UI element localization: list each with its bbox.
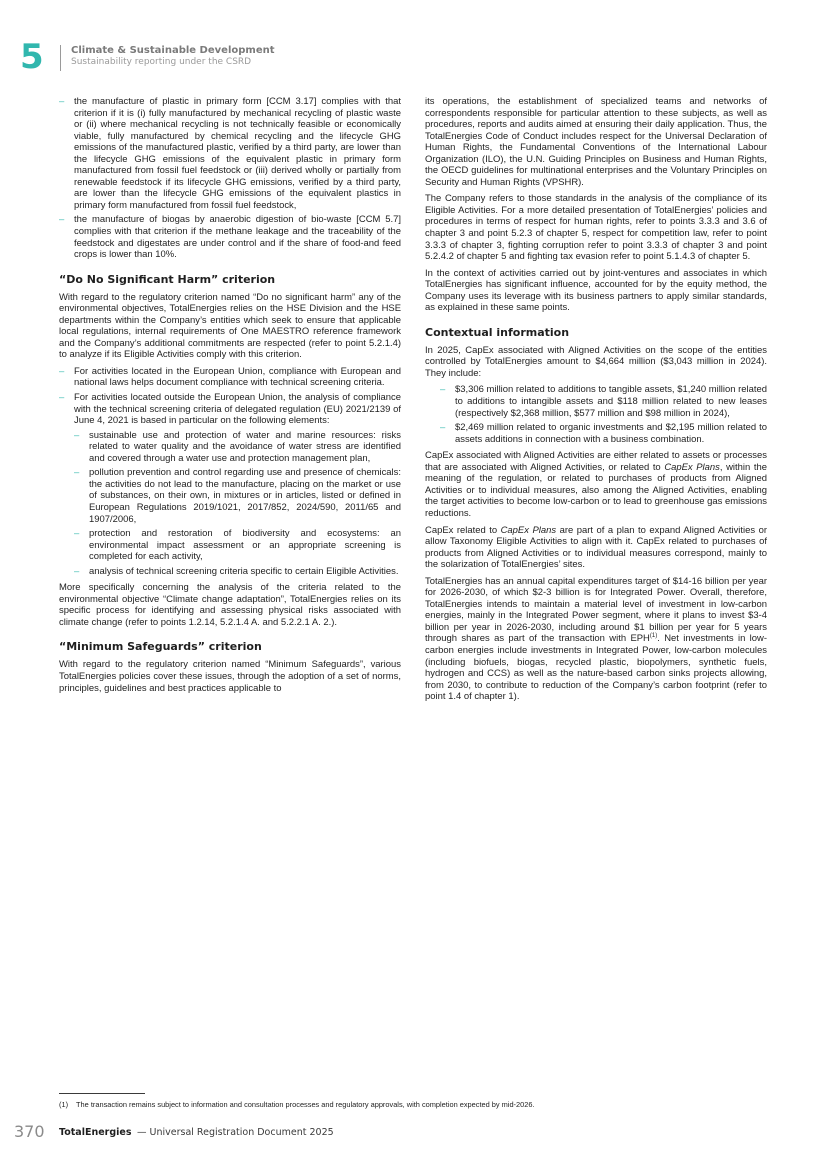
- sub-list-item: – protection and restoration of biodiversity and ecosystems: an environmental impact assessment or an appropriate screening is completed for each activity,: [74, 528, 401, 563]
- list-item: – $2,469 million related to organic investments and $2,195 million related to assets additions in connection with a business combination.: [440, 422, 767, 445]
- dnsh-sublist: [74, 430, 401, 578]
- contextual-information-heading: Contextual information: [425, 325, 570, 339]
- text-run: CapEx associated with Aligned Activities are either related to assets or processes that are associated with Aligned Activities, or related to: [425, 450, 767, 473]
- text-run: , within the meaning of the regulation, or related to purchases of products from Aligned Activities or to individual measures, also among the Aligned Activities, enabling the target activities to become low-carbon or to lead to greenhouse gas emissions reductions.: [425, 461, 767, 519]
- dnsh-closing-paragraph: More specifically concerning the analysis of the criteria related to the environmental objective “Climate change adaptation”, TotalEnergies relies on its specific process for identifying and assessing physical risks associated with climate change (refer to points 1.2.14, 5.2.1.4 A. and 5.2.2.1 A. 2.).: [59, 582, 401, 628]
- minimum-safeguards-continued: its operations, the establishment of specialized teams and networks of correspondents responsible for particular attention to these subjects, as well as procedures, reports and audits aimed at ensuring their daily application. Thus, the TotalEnergies Code of Conduct includes respect for the Universal Declaration of Human Rights, the Fundamental Conventions of the International Labour Organization (ILO), the U.N. Guiding Principles on Business and Human Rights, the OECD guidelines for multinational enterprises and the Voluntary Principles on Security and Human Rights (VPSHR).: [425, 96, 767, 188]
- capex-aligned-paragraph: [425, 450, 767, 519]
- dnsh-heading: “Do No Significant Harm” criterion: [59, 272, 276, 286]
- right-column: [425, 96, 767, 708]
- sub-list-item: – analysis of technical screening criteria specific to certain Eligible Activities.: [74, 566, 401, 578]
- list-item: – the manufacture of plastic in primary form [CCM 3.17] complies with that criterion if it is (i) fully manufactured by mechanical recycling of plastic waste or (ii) where mechanical recycling is not technically feasible or economically viable, fully manufactured by chemical recycling and the lifecycle GHG emissions of the manufactured plastic, verified by a third party, are lower than the lifecycle GHG emissions of the equivalent plastic in primary form manufactured from fossil fuel feedstock or (iii) derived wholly or partially from renewable feedstock if its lifecycle GHG emissions, verified by a third party, are lower than the lifecycle GHG emissions of the equivalent plastics in primary form manufactured from fossil fuel feedstock,: [59, 96, 401, 211]
- italic-term: CapEx Plans: [500, 524, 557, 536]
- footnote-text: The transaction remains subject to information and consultation processes and regulatory approvals, with completion expected by mid-2026.: [76, 1100, 535, 1109]
- footnote-reference[interactable]: (1): [649, 633, 658, 640]
- text-run: TotalEnergies has an annual capital expenditures target of $14-16 billion per year for 2026-2030, of which $2-3 billion is for Integrated Power. Overall, therefore, TotalEnergies intends to maintain a material level of investment in low-carbon energies, mainly in the Integrated Power segment, where it plans to invest $3-4 billion per year in 2026-2030, including around $1 billion per year for 5 years through shares as part of the transaction with EPH: [425, 575, 767, 645]
- footnote-divider: [59, 1093, 145, 1094]
- contextual-intro-paragraph: In 2025, CapEx associated with Aligned Activities on the scope of the entities controlled by TotalEnergies amount to $4,664 million ($3,043 million in 2024). They include:: [425, 344, 767, 379]
- page-number: 370: [14, 1122, 45, 1141]
- list-item: – For activities located in the European Union, compliance with European and national laws helps document compliance with technical screening criteria.: [59, 366, 401, 389]
- sub-list-item: – pollution prevention and control regarding use and presence of chemicals: the activities do not lead to the manufacture, placing on the market or use of substances, on their own, in mixtures or in articles, listed or defined in European Regulations 2019/1021, 2017/852, 2024/590, 2011/65 and 1907/2006,: [74, 467, 401, 525]
- capex-target-paragraph: [425, 576, 767, 703]
- text-run: CapEx related to: [425, 524, 501, 536]
- list-item: – $3,306 million related to additions to tangible assets, $1,240 million related to additions to intangible assets and $118 million related to new leases (respectively $2,368 million, $577 million and $98 million in 2024),: [440, 384, 767, 419]
- section-title: Climate & Sustainable Development: [71, 45, 275, 56]
- capex-list: [425, 384, 767, 445]
- list-item-text: For activities located outside the European Union, the analysis of compliance with the technical screening criteria of delegated regulation (EU) 2021/2139 of June 4, 2021 is based in particular on the following elements:: [74, 392, 401, 427]
- capex-plans-paragraph: [425, 525, 767, 571]
- section-subtitle: Sustainability reporting under the CSRD: [71, 57, 252, 67]
- intro-list: [59, 96, 401, 261]
- dnsh-list: [59, 366, 401, 577]
- minimum-safeguards-paragraph: With regard to the regulatory criterion named “Minimum Safeguards”, various TotalEnergies policies cover these issues, through the adoption of a set of norms, principles, guidelines and best practices applicable to: [59, 659, 401, 694]
- footer-brand: TotalEnergies: [59, 1127, 132, 1138]
- footer-document-title: — Universal Registration Document 2025: [137, 1127, 334, 1138]
- text-run: . Net investments in low-carbon energies include investments in Integrated Power, low-carbon molecules (including biofuels, biogas, recycled plastic, biopolymers, synthetic fuels, hydrogen and CCS) as well as the nature-based carbon sinks projects allowing, from 2030, to contribute to reduction of the Company’s carbon footprint (refer to point 1.4 of chapter 1).: [425, 633, 767, 703]
- header-divider: [60, 45, 61, 71]
- chapter-number: 5: [20, 37, 44, 77]
- sub-list-item: – sustainable use and protection of water and marine resources: risks related to water quality and the avoidance of water stress are identified and covered through a water use and protection management plan,: [74, 430, 401, 465]
- left-column: [59, 96, 401, 699]
- footnote: [59, 1100, 779, 1109]
- list-item: – the manufacture of biogas by anaerobic digestion of bio-waste [CCM 5.7] complies with that criterion if the methane leakage and the traceability of the feedstock and digestates are under control and if the share of food-and feed crops is lower than 10%.: [59, 214, 401, 260]
- minimum-safeguards-heading: “Minimum Safeguards” criterion: [59, 640, 262, 654]
- list-item: [59, 392, 401, 577]
- italic-term: CapEx Plans: [664, 461, 720, 473]
- standards-paragraph: The Company refers to those standards in the analysis of the compliance of its Eligible Activities. For a more detailed presentation of TotalEnergies’ policies and procedures in terms of respect for human rights, refer to points 3.3.3 and 3.6 of chapter 3 and point 5.2.3 of chapter 5, respect for competition law, refer to point 3.3.3 of chapter 3, fighting corruption refer to point 3.3.3 of chapter 3 and point 5.2.4.2 of chapter 5 and fighting tax evasion refer to point 5.1.4.3 of chapter 5.: [425, 193, 767, 263]
- joint-ventures-paragraph: In the context of activities carried out by joint-ventures and associates in which TotalEnergies has significant influence, accounted for by the equity method, the Company uses its leverage with its business partners to apply similar standards, as explained in these same points.: [425, 267, 767, 314]
- text-run: are part of a plan to expand Aligned Activities or allow Taxonomy Eligible Activities to align with it. CapEx related to purchases of products from Aligned Activities or to individual measures correspond, mainly to the solarization of TotalEnergies’ sites.: [425, 524, 767, 571]
- footnote-label: (1): [59, 1100, 69, 1109]
- dnsh-paragraph: With regard to the regulatory criterion named “Do no significant harm” any of the environmental objectives, TotalEnergies relies on the HSE Division and the HSE departments within the Company’s entities which seek to ensure that applicable local regulations, internal requirements of One MAESTRO reference framework and the Company’s additional commitments are respected (refer to point 5.2.1.4) to analyze if its Eligible Activities comply with this criterion.: [59, 291, 401, 361]
